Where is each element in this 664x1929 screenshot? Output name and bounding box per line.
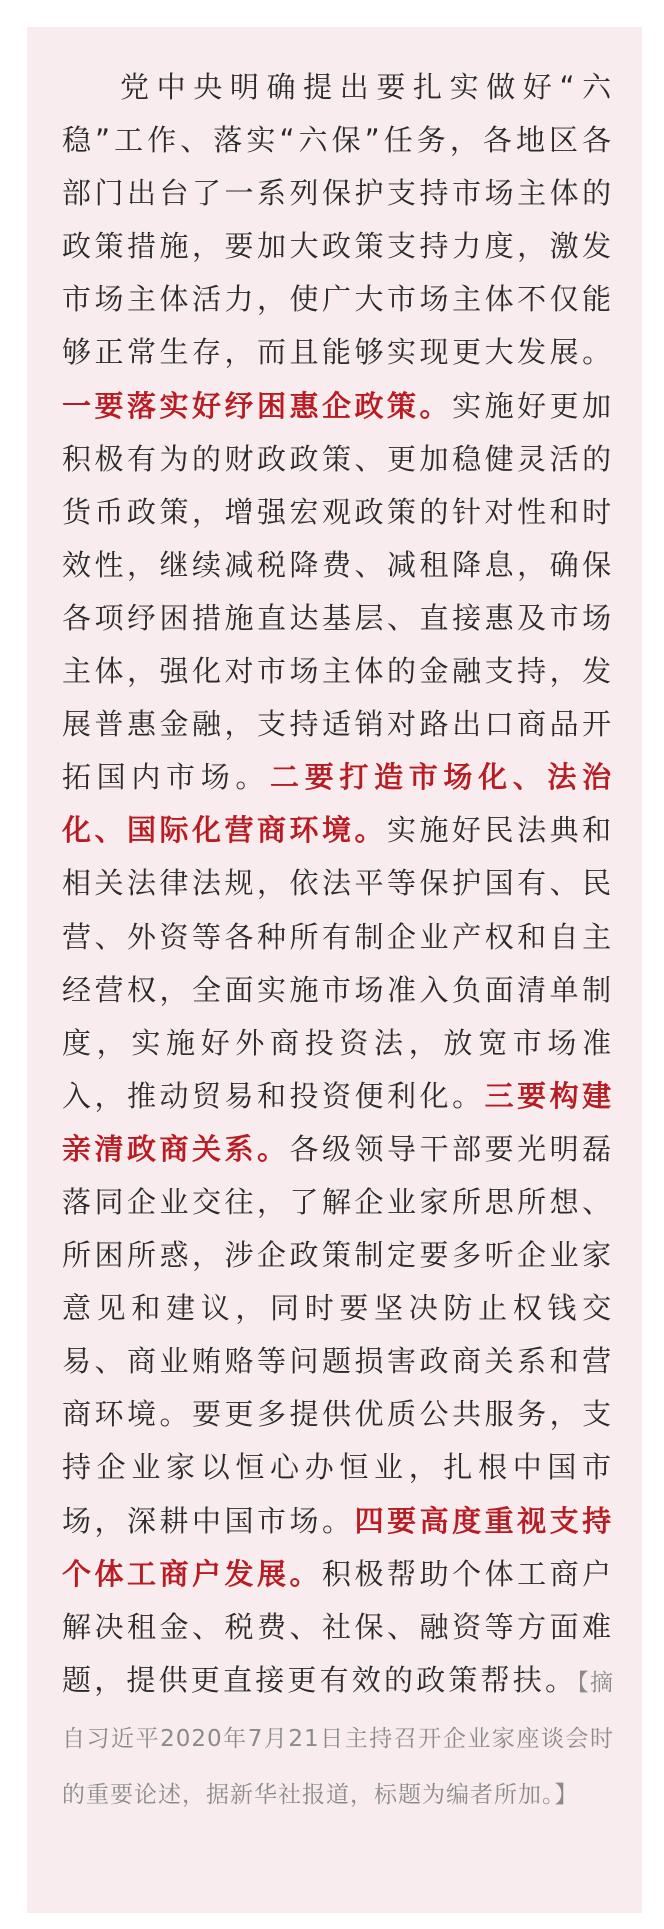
point-2-heading: 二要打造市场化、法治化、国际化营商环境。 [62, 760, 614, 848]
article-paragraph [62, 61, 614, 1822]
article-card [27, 27, 642, 1913]
point-3-heading: 三要构建亲清政商关系。 [62, 1078, 614, 1166]
point-4-text: 积极帮助个体工商户解决租金、税费、社保、融资等方面难题，提供更直接更有效的政策帮扶。 [62, 1556, 614, 1697]
lead-text: 党中央明确提出要扎实做好“六稳”工作、落实“六保”任务，各地区各部门出台了一系列保护支持市场主体的政策措施，要加大政策支持力度，激发市场主体活力，使广大市场主体不仅能够正常生存，而且能够实现更大发展。 [62, 70, 614, 370]
point-2-text: 实施好民法典和相关法律法规，依法平等保护国有、民营、外资等各种所有制企业产权和自主经营权，全面实施市场准入负面清单制度，实施好外商投资法，放宽市场准入，推动贸易和投资便利化。 [62, 813, 614, 1113]
point-3-text: 各级领导干部要光明磊落同企业交往，了解企业家所思所想、所困所惑，涉企政策制定要多听企业家意见和建议，同时要坚决防止权钱交易、商业贿赂等问题损害政商关系和营商环境。要更多提供优质公共服务，支持企业家以恒心办恒业，扎根中国市场，深耕中国市场。 [62, 1131, 614, 1538]
point-1-text: 实施好更加积极有为的财政政策、更加稳健灵活的货币政策，增强宏观政策的针对性和时效性，继续减税降费、减租降息，确保各项纾困措施直达基层、直接惠及市场主体，强化对市场主体的金融支持，发展普惠金融，支持适销对路出口商品开拓国内市场。 [62, 388, 614, 795]
source-note: 【摘自习近平2020年7月21日主持召开企业家座谈会时的重要论述，据新华社报道，标题为编者所加。】 [62, 1669, 615, 1808]
point-1-heading: 一要落实好纾困惠企政策。 [62, 388, 453, 423]
point-4-heading: 四要高度重视支持个体工商户发展。 [62, 1503, 615, 1591]
